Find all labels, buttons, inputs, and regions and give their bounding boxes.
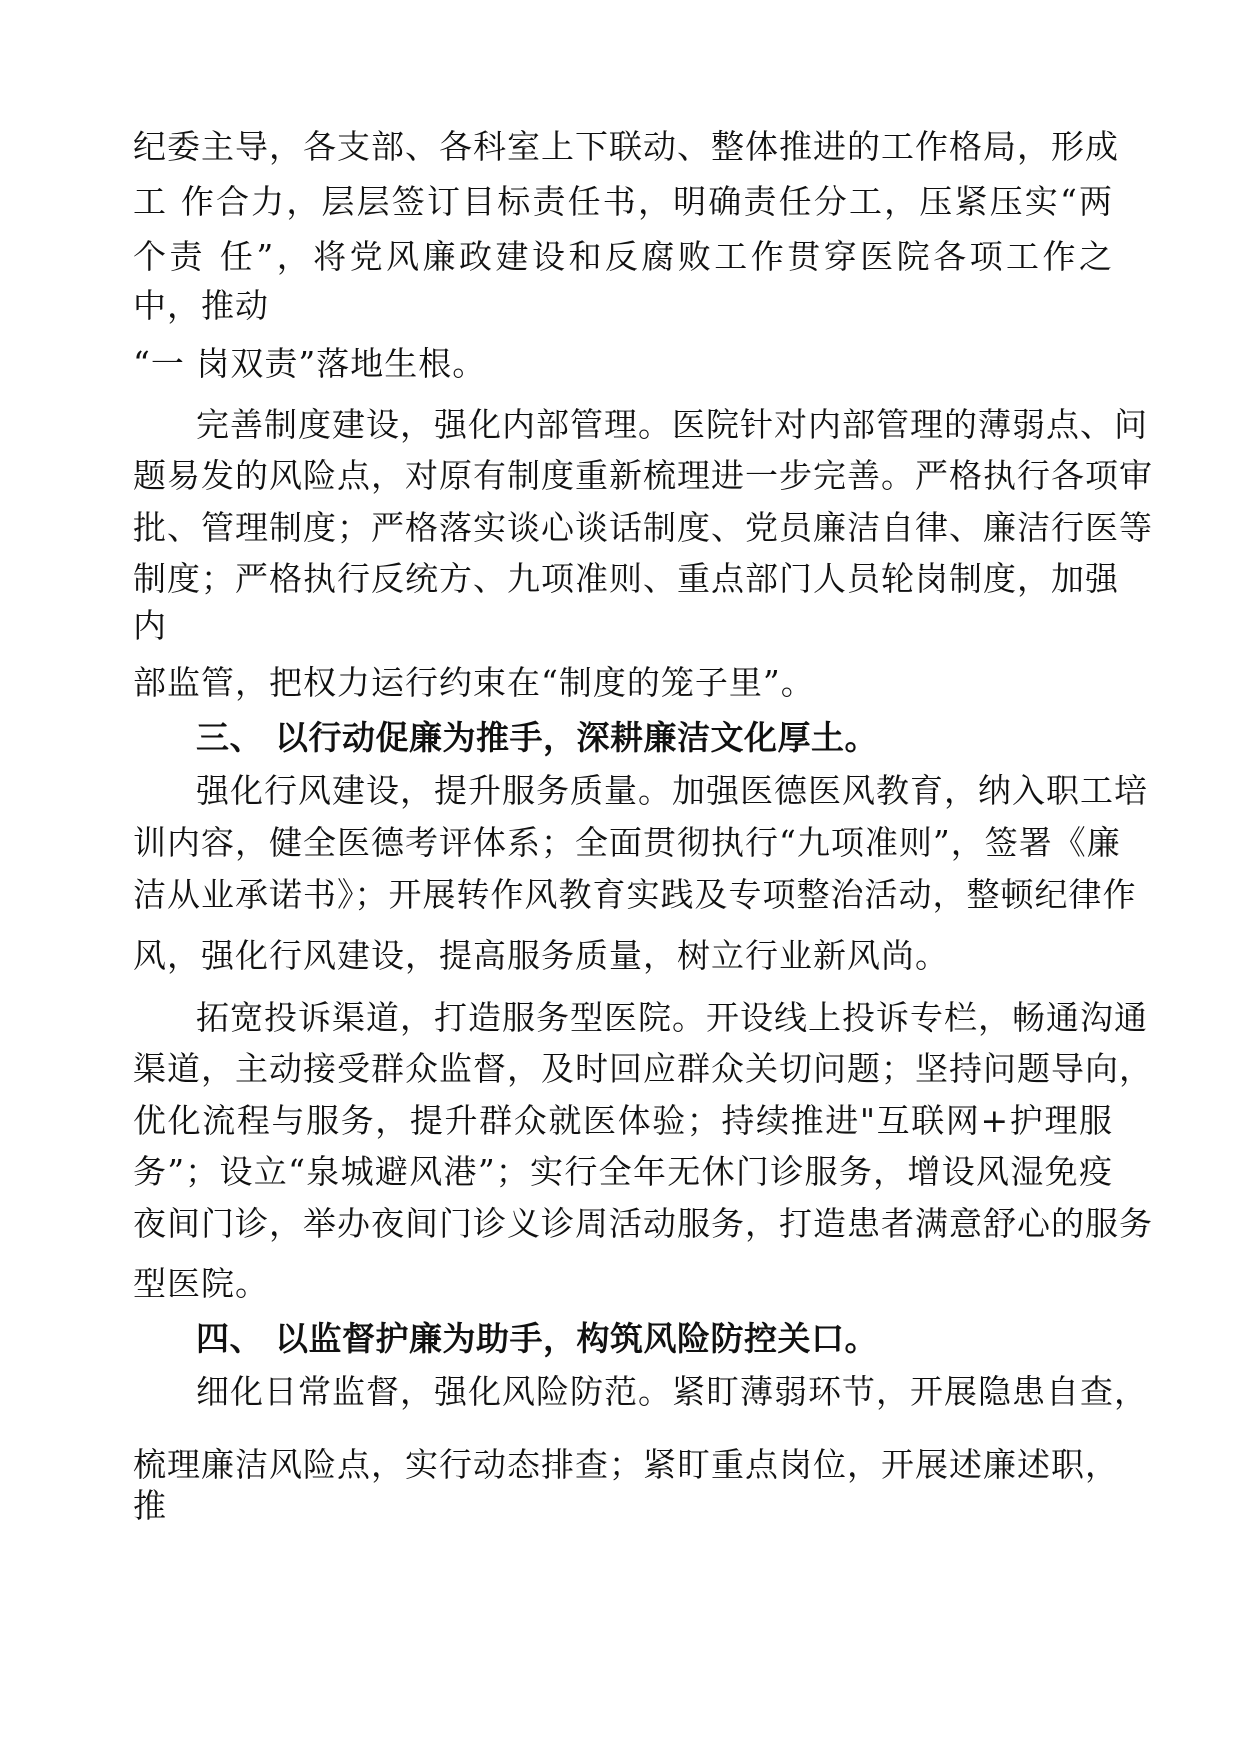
paragraph-first-line: 强化行风建设，提升服务质量。加强医德医风教育，纳入职工培	[196, 771, 1148, 810]
text-line: 务”；设立“泉城避风港”；实行全年无休门诊服务，增设风湿免疫	[133, 1152, 1113, 1191]
text-line: 推	[133, 1486, 167, 1525]
text-line: 夜间门诊，举办夜间门诊义诊周活动服务，打造患者满意舒心的服务	[133, 1204, 1153, 1243]
text-line: 制度；严格执行反统方、九项准则、重点部门人员轮岗制度，加强	[133, 559, 1119, 598]
text-line: “一 岗双责”落地生根。	[133, 344, 487, 383]
paragraph-first-line: 拓宽投诉渠道，打造服务型医院。开设线上投诉专栏，畅通沟通	[196, 998, 1148, 1037]
text-line: 训内容，健全医德考评体系；全面贯彻执行“九项准则”，签署《廉	[133, 823, 1121, 862]
text-line: 纪委主导，各支部、各科室上下联动、整体推进的工作格局，形成	[133, 127, 1119, 166]
section-heading: 三、 以行动促廉为推手，深耕廉洁文化厚土。	[196, 718, 878, 757]
text-line: 渠道，主动接受群众监督，及时回应群众关切问题；坚持问题导向，	[133, 1049, 1153, 1088]
text-line: 中，推动	[133, 286, 269, 325]
text-line: 批、管理制度；严格落实谈心谈话制度、党员廉洁自律、廉洁行医等	[133, 508, 1153, 547]
text-line: 洁从业承诺书》；开展转作风教育实践及专项整治活动，整顿纪律作	[133, 875, 1137, 914]
text-line: 部监管，把权力运行约束在“制度的笼子里”。	[133, 663, 815, 702]
paragraph-first-line: 完善制度建设，强化内部管理。医院针对内部管理的薄弱点、问	[196, 405, 1148, 444]
text-line: 题易发的风险点，对原有制度重新梳理进一步完善。严格执行各项审	[133, 456, 1153, 495]
section-heading: 四、 以监督护廉为助手，构筑风险防控关口。	[196, 1319, 878, 1358]
paragraph-first-line: 细化日常监督，强化风险防范。紧盯薄弱环节，开展隐患自查，	[196, 1372, 1148, 1411]
text-line: 内	[133, 606, 167, 645]
text-line: 型医院。	[133, 1264, 269, 1303]
text-line: 梳理廉洁风险点，实行动态排查；紧盯重点岗位，开展述廉述职，	[133, 1445, 1119, 1484]
text-line: 风，强化行风建设，提高服务质量，树立行业新风尚。	[133, 936, 949, 975]
text-line: 个责 任”，将党风廉政建设和反腐败工作贯穿医院各项工作之	[133, 237, 1113, 276]
text-line: 优化流程与服务，提升群众就医体验；持续推进"互联网+护理服	[133, 1101, 1113, 1140]
text-line: 工 作合力，层层签订目标责任书，明确责任分工，压紧压实“两	[133, 182, 1113, 221]
